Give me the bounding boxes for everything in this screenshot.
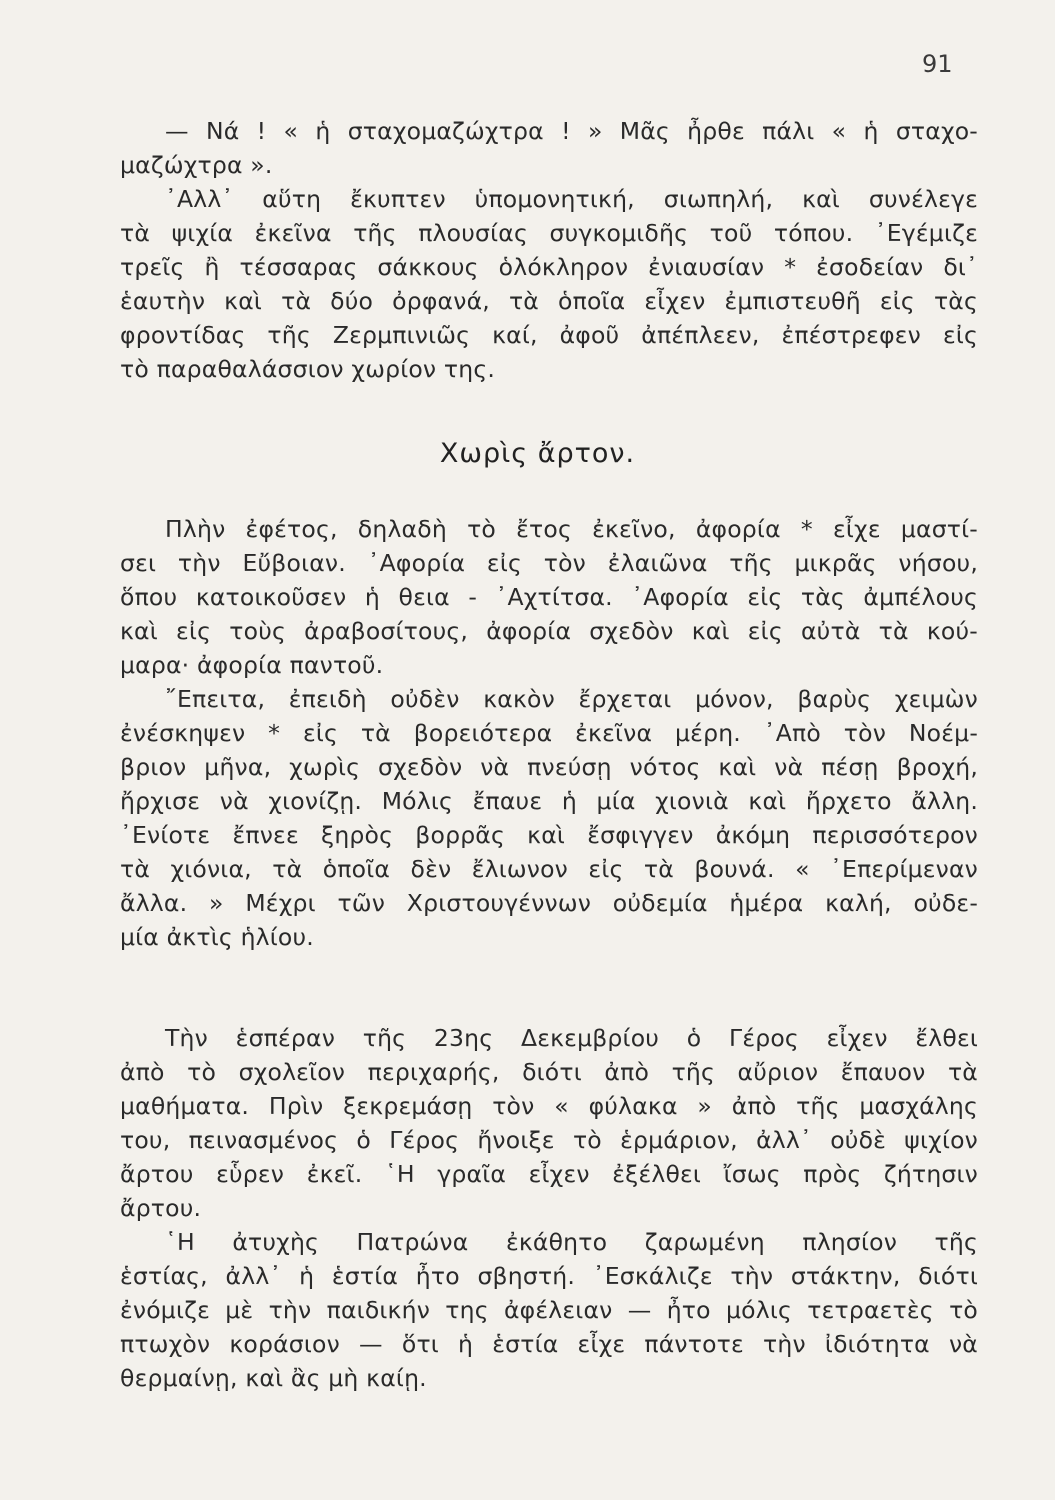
text-line: καὶ εἰς τοὺς ἀραβοσίτους, ἀφορία σχεδὸν καὶ εἰς αὐτὰ τὰ κού- — [120, 617, 978, 645]
section-heading — [0, 438, 1055, 469]
text-line: ἑαυτὴν καὶ τὰ δύο ὀρφανά, τὰ ὁποῖα εἶχεν ἐμπιστευθῆ εἰς τὰς — [120, 287, 978, 315]
text-line: ἄρτου. — [120, 1194, 202, 1222]
text-line: φροντίδας τῆς Ζερμπινιῶς καί, ἀφοῦ ἀπέπλεεν, ἐπέστρεφεν εἰς — [120, 321, 978, 349]
text-line: τὰ ψιχία ἐκεῖνα τῆς πλουσίας συγκομιδῆς τοῦ τόπου. ᾿Εγέμιζε — [120, 219, 978, 247]
text-line: ἐνόμιζε μὲ τὴν παιδικήν της ἀφέλειαν — ἦτο μόλις τετραετὲς τὸ — [120, 1296, 978, 1324]
paragraph-block-1 — [120, 114, 978, 386]
text-line: μία ἀκτὶς ἡλίου. — [120, 923, 314, 951]
section-heading-text: Χωρὶς ἄρτον. — [439, 438, 636, 469]
text-line: ἀπὸ τὸ σχολεῖον περιχαρής, διότι ἀπὸ τῆς αὔριον ἔπαυον τὰ — [120, 1058, 978, 1086]
text-line: Πλὴν ἐφέτος, δηλαδὴ τὸ ἔτος ἐκεῖνο, ἀφορία * εἶχε μαστί- — [165, 515, 978, 543]
text-line: ῎Επειτα, ἐπειδὴ οὐδὲν κακὸν ἔρχεται μόνον, βαρὺς χειμὼν — [165, 685, 978, 713]
text-line: τρεῖς ἢ τέσσαρας σάκκους ὁλόκληρον ἐνιαυσίαν * ἐσοδείαν δι᾿ — [120, 253, 978, 281]
text-line: πτωχὸν κοράσιον — ὅτι ἡ ἑστία εἶχε πάντοτε τὴν ἰδιότητα νὰ — [120, 1330, 978, 1358]
text-line: Τὴν ἑσπέραν τῆς 23ης Δεκεμβρίου ὁ Γέρος εἶχεν ἔλθει — [165, 1024, 978, 1052]
text-line: ἄρτου εὗρεν ἐκεῖ. ῾Η γραῖα εἶχεν ἐξέλθει ἴσως πρὸς ζήτησιν — [120, 1160, 978, 1188]
text-line: του, πεινασμένος ὁ Γέρος ἤνοιξε τὸ ἑρμάριον, ἀλλ᾿ οὐδὲ ψιχίον — [120, 1126, 978, 1154]
text-line: ῾Η ἀτυχὴς Πατρώνα ἐκάθητο ζαρωμένη πλησίον τῆς — [165, 1228, 978, 1256]
text-line: σει τὴν Εὔβοιαν. ᾿Αφορία εἰς τὸν ἐλαιῶνα τῆς μικρᾶς νήσου, — [120, 549, 978, 577]
page-number: 91 — [922, 50, 953, 78]
text-line: μαζώχτρα ». — [120, 151, 273, 179]
text-line: τὰ χιόνια, τὰ ὁποῖα δὲν ἔλιωνον εἰς τὰ βουνά. « ᾿Επερίμεναν — [120, 855, 978, 883]
text-line: ἄλλα. » Μέχρι τῶν Χριστουγέννων οὐδεμία ἡμέρα καλή, οὐδε- — [120, 889, 978, 917]
text-line: ᾿Ενίοτε ἔπνεε ξηρὸς βορρᾶς καὶ ἔσφιγγεν ἀκόμη περισσότερον — [120, 821, 978, 849]
text-line: ᾿Αλλ᾿ αὕτη ἔκυπτεν ὑπομονητική, σιωπηλή, καὶ συνέλεγε — [165, 185, 978, 213]
paragraph-block-3 — [120, 1021, 978, 1395]
text-line: ἐνέσκηψεν * εἰς τὰ βορειότερα ἐκεῖνα μέρη. ᾿Απὸ τὸν Νοέμ- — [120, 719, 978, 747]
text-line: ἤρχισε νὰ χιονίζῃ. Μόλις ἔπαυε ἡ μία χιονιὰ καὶ ἤρχετο ἄλλη. — [120, 787, 978, 815]
text-line: θερμαίνῃ, καὶ ἂς μὴ καίῃ. — [120, 1364, 427, 1392]
paragraph-block-2 — [120, 512, 978, 954]
text-line: μαθήματα. Πρὶν ξεκρεμάσῃ τὸν « φύλακα » ἀπὸ τῆς μασχάλης — [120, 1092, 978, 1120]
text-line: ἑστίας, ἀλλ᾿ ἡ ἑστία ἦτο σβηστή. ᾿Εσκάλιζε τὴν στάκτην, διότι — [120, 1262, 978, 1290]
text-line: βριον μῆνα, χωρὶς σχεδὸν νὰ πνεύσῃ νότος καὶ νὰ πέσῃ βροχή, — [120, 753, 978, 781]
text-line: μαρα· ἀφορία παντοῦ. — [120, 651, 384, 679]
text-line: ὅπου κατοικοῦσεν ἡ θεια - ᾿Αχτίτσα. ᾿Αφορία εἰς τὰς ἀμπέλους — [120, 583, 978, 611]
text-line: τὸ παραθαλάσσιον χωρίον της. — [120, 355, 496, 383]
text-line: — Νά ! « ἡ σταχομαζώχτρα ! » Μᾶς ἦρθε πάλι « ἡ σταχο- — [165, 117, 978, 145]
